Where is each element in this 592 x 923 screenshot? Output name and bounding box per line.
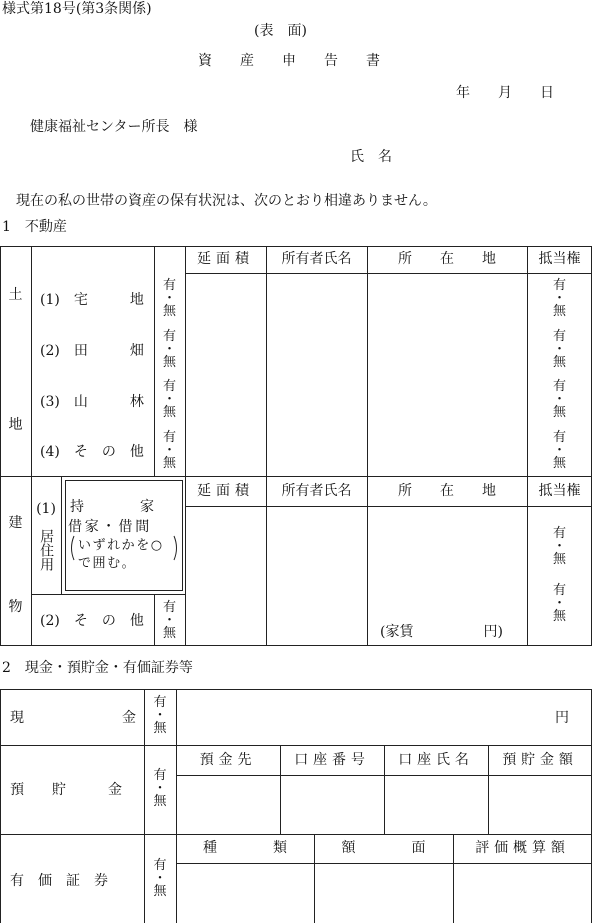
- side-label: (表 面): [254, 23, 307, 39]
- land-mortgage-1: 有 ・ 無: [552, 278, 566, 319]
- land-mortgage-2: 有 ・ 無: [552, 329, 566, 370]
- land-mortgage-4: 有 ・ 無: [552, 430, 566, 471]
- building-label-top: 建: [8, 515, 23, 532]
- securities-col-valuation: 評価概算額: [475, 840, 570, 857]
- residence-number: (1): [36, 501, 56, 518]
- document-title: 資 産 申 告 書: [198, 53, 380, 69]
- securities-yesno: 有 ・ 無: [153, 858, 167, 899]
- date-field: 年 月 日: [456, 85, 554, 101]
- building-col-owner: 所有者氏名: [281, 482, 352, 499]
- residence-note: いずれかを○で囲む。: [78, 538, 164, 572]
- residence-type-rented: 借家・借間: [68, 519, 152, 535]
- section1-heading: 1 不動産: [2, 219, 67, 235]
- name-label: 氏 名: [350, 149, 392, 165]
- land-item-farmland: (2) 田 畑: [40, 343, 144, 359]
- securities-col-type: 種 類: [203, 840, 287, 857]
- land-label-top: 土: [8, 287, 23, 304]
- building-col-location: 所 在 地: [398, 482, 496, 499]
- land-item-other: (4) そ の 他: [40, 444, 144, 460]
- residence-label: 居住用: [38, 529, 55, 571]
- financial-assets-table: [0, 689, 592, 923]
- land-mortgage-3: 有 ・ 無: [552, 379, 566, 420]
- deposit-col-account-no: 口座番号: [294, 751, 370, 768]
- building-mortgage-1: 有 ・ 無: [552, 526, 566, 567]
- land-item-forest: (3) 山 林: [40, 394, 144, 410]
- form-number: 様式第18号(第3条関係): [2, 1, 152, 17]
- cash-label: 現 金: [10, 710, 136, 726]
- deposit-col-bank: 預金先: [199, 751, 257, 768]
- securities-label: 有 価 証 券: [10, 873, 108, 889]
- building-other-yesno: 有 ・ 無: [162, 600, 176, 641]
- building-label-bottom: 物: [8, 599, 23, 616]
- land-label-bottom: 地: [8, 417, 23, 434]
- securities-col-face-value: 額 面: [341, 840, 426, 857]
- deposit-yesno: 有 ・ 無: [153, 768, 167, 809]
- deposit-label: 預 貯 金: [10, 782, 122, 798]
- real-estate-table: [0, 246, 592, 646]
- rent-field: (家賃 円): [380, 624, 503, 640]
- land-col-owner: 所有者氏名: [281, 250, 352, 267]
- building-col-floor-area: 延面積: [197, 482, 254, 499]
- deposit-col-amount: 預貯金額: [502, 751, 578, 768]
- land-yesno-3: 有 ・ 無: [162, 379, 176, 420]
- land-item-residential: (1) 宅 地: [40, 292, 144, 308]
- land-yesno-4: 有 ・ 無: [162, 430, 176, 471]
- building-mortgage-2: 有 ・ 無: [552, 583, 566, 624]
- land-yesno-2: 有 ・ 無: [162, 329, 176, 370]
- statement-text: 現在の私の世帯の資産の保有状況は、次のとおり相違ありません。: [16, 193, 437, 209]
- land-col-location: 所 在 地: [398, 250, 496, 267]
- residence-type-owned: 持 家: [70, 499, 154, 515]
- land-col-mortgage: 抵当権: [538, 250, 581, 267]
- section2-heading: 2 現金・預貯金・有価証券等: [2, 660, 193, 676]
- cash-unit: 円: [555, 710, 569, 726]
- building-col-mortgage: 抵当権: [538, 482, 581, 499]
- land-col-floor-area: 延面積: [197, 250, 254, 267]
- land-yesno-1: 有 ・ 無: [162, 278, 176, 319]
- deposit-col-account-name: 口座氏名: [398, 751, 474, 768]
- cash-yesno: 有 ・ 無: [153, 695, 167, 736]
- addressee: 健康福祉センター所長 様: [30, 119, 198, 135]
- building-item-other: (2) そ の 他: [40, 613, 144, 629]
